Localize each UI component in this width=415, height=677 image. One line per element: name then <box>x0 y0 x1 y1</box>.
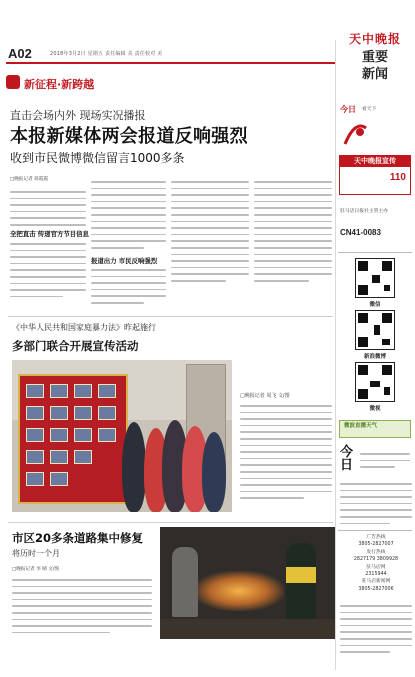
story1-column-3 <box>171 176 249 287</box>
qr-label-video: 微视 <box>369 406 381 412</box>
rail-ad-number: 110 <box>389 172 406 183</box>
newspaper-logo: 天中晚报 <box>348 32 401 46</box>
rail-today: 今日 <box>340 445 354 473</box>
rail-weather-sub: 看天下 <box>362 107 377 112</box>
rail-publisher: 驻马店日报社主管主办 <box>340 209 388 214</box>
story2-kicker: 《中华人民共和国家庭暴力法》昨起施行 <box>12 323 156 332</box>
rail-cn-number: CN41-0083 <box>340 228 381 237</box>
rail-ad-box <box>339 155 411 195</box>
rail-weather-promo <box>339 420 411 438</box>
story2-byline: □晚报记者 周飞 文/图 <box>240 393 290 399</box>
story1-column-2 <box>91 176 166 254</box>
story1-subhead-b: 报道出力 市民反响强烈 <box>91 257 158 265</box>
banner-emblem-icon <box>6 75 20 89</box>
page-header <box>6 44 336 64</box>
rail-ad-title: 天中晚报宣传 <box>340 156 410 167</box>
page-code: A02 <box>8 46 32 61</box>
qr-label-wechat: 微信 <box>369 302 381 308</box>
weather-icon <box>340 118 370 150</box>
rail-weather-title: 今日 <box>340 105 356 114</box>
rail-weather-promo-text: 微波直播天气 <box>344 423 378 429</box>
rail-divider <box>335 40 336 670</box>
qr-label-weibo: 新浪微博 <box>363 354 386 360</box>
story1-byline: □晚报记者 蒋霞霞 <box>10 177 48 182</box>
exhibit-board <box>18 374 128 504</box>
banner-text: 新征程·新跨越 <box>24 78 95 91</box>
rail-footer-text <box>340 600 412 658</box>
section-divider <box>8 316 333 317</box>
story2-photo <box>12 360 232 512</box>
rail-contacts: 广告热线 3805-2827007 发行热线 2827179 3809928 驻马店网 2315944 驻马店新闻网 3805-2827006 <box>353 535 399 592</box>
section-title-line2: 新闻 <box>361 67 388 82</box>
qr-code-video <box>355 362 395 402</box>
brand-block <box>338 30 412 83</box>
story3-subtitle: 将历时一个月 <box>12 549 60 558</box>
page-meta: 2018年3月2日 星期五 责任编辑 美 责任校对 美 <box>50 51 163 57</box>
story3-byline: □晚报记者 李 晴 文/图 <box>12 567 60 572</box>
story1-column-2b <box>91 264 166 309</box>
story3-column <box>12 574 152 638</box>
story2-title: 多部门联合开展宣传活动 <box>12 339 139 353</box>
qr-code-wechat <box>355 258 395 298</box>
story3-photo <box>160 527 335 639</box>
story1-subhead: 收到市民微博微信留言1000多条 <box>10 151 185 165</box>
section-title-line1: 重要 <box>361 50 388 65</box>
campaign-banner <box>6 74 146 92</box>
rail-weather-details <box>360 448 410 473</box>
story1-column-4 <box>254 176 332 287</box>
story3-title: 市区20多条道路集中修复 <box>12 531 144 545</box>
qr-code-weibo <box>355 310 395 350</box>
rail-index-list <box>340 478 412 529</box>
story1-subhead-a: 全把直击 传递官方节目信息 <box>10 230 89 238</box>
story1-kicker: 直击会场内外 现场实况播报 <box>10 109 146 122</box>
story1-column-1b <box>10 238 86 302</box>
section-divider-2 <box>8 522 333 523</box>
story2-column <box>240 400 332 504</box>
story1-headline: 本报新媒体两会报道反响强烈 <box>10 126 248 147</box>
